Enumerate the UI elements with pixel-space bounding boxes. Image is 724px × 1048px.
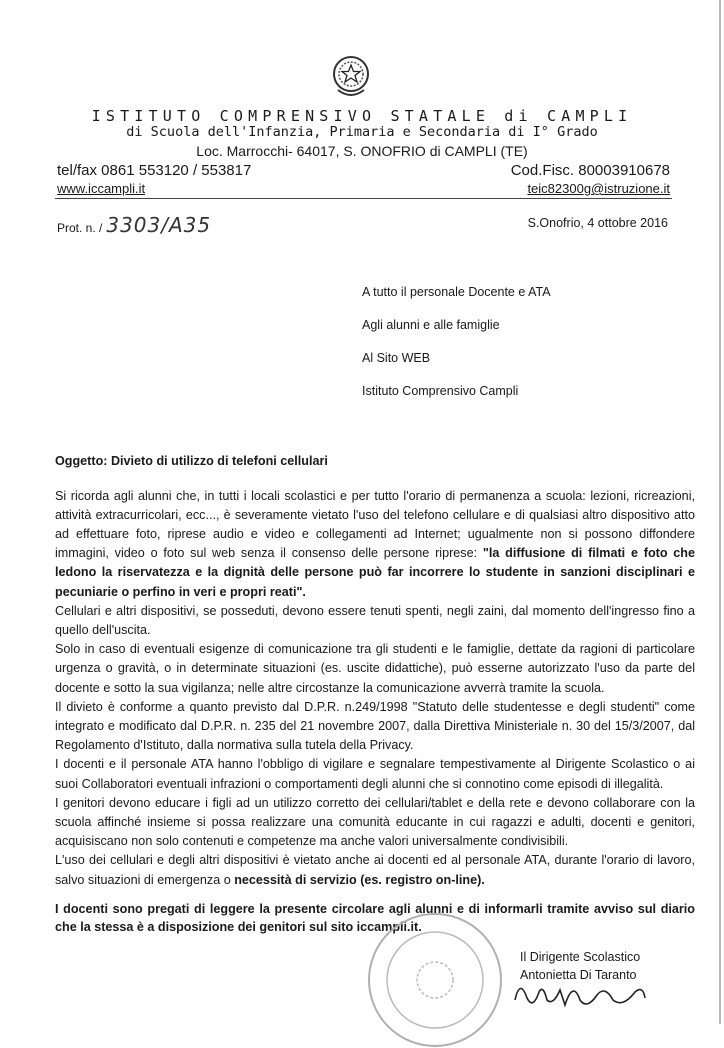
- protocol-label: Prot. n. /: [57, 221, 103, 235]
- official-stamp: [350, 908, 520, 1048]
- protocol-number: 3303/A35: [106, 213, 212, 237]
- tax-code: Cod.Fisc. 80003910678: [510, 162, 670, 179]
- protocol: [57, 213, 211, 237]
- paragraph-text: L'uso dei cellulari e degli altri dispositivi è vietato anche ai docenti ed al personale ATA, durante l'orario di lavoro, salvo situazioni di emergenza o: [55, 853, 695, 887]
- signatory-role: Il Dirigente Scolastico: [520, 949, 641, 964]
- letter-body: [55, 487, 695, 890]
- institute-address: Loc. Marrocchi- 64017, S. ONOFRIO di CAMPLI (TE): [196, 143, 528, 159]
- paragraph: Cellulari e altri dispositivi, se posseduti, devono essere tenuti spenti, negli zaini, dal momento dell'ingresso fino a quello dell'uscita.: [55, 603, 695, 638]
- italian-emblem-icon: [330, 52, 372, 100]
- subject-line: Oggetto: Divieto di utilizzo di telefoni cellulari: [55, 454, 328, 468]
- signature-block: [55, 948, 695, 1008]
- letter-content: [55, 452, 695, 1008]
- recipient: Agli alunni e alle famiglie: [362, 318, 500, 332]
- paragraph-bold-text: necessità di servizio (es. registro on-line).: [234, 872, 485, 887]
- header-divider: [55, 198, 672, 199]
- signatory-name: Antonietta Di Taranto: [520, 967, 637, 982]
- phone: tel/fax 0861 553120 / 553817: [57, 162, 252, 179]
- paragraph: I genitori devono educare i figli ad un utilizzo corretto dei cellulari/tablet e della rete e devono collaborare con la scuola affinché insieme si possa realizzare una comunità educante in cui ragazzi e adulti, docenti e genitori, acquisiscano non solo contenuti e competenze ma anche valori universalmente condivisibili.: [55, 795, 695, 849]
- document-date: S.Onofrio, 4 ottobre 2016: [527, 216, 668, 230]
- paragraph: [55, 851, 695, 889]
- email-link[interactable]: teic82300g@istruzione.it: [527, 181, 670, 196]
- paragraph: Il divieto è conforme a quanto previsto dal D.P.R. n.249/1998 "Statuto delle studentesse e degli studenti" come integrato e modificato dal D.P.R. n. 235 del 21 novembre 2007, dalla Direttiva Ministeriale n. 30 del 15/3/2007, dal Regolamento d'Istituto, dalla normativa sulla tutela della Privacy.: [55, 699, 695, 753]
- paragraph-bold-text: "la diffusione di filmati e foto che ledono la riservatezza e la dignità delle persone può far incorrere lo studente in sanzioni disciplinari e pecuniarie o perfino in veri e propri reati".: [55, 546, 696, 599]
- paragraph: I docenti e il personale ATA hanno l'obbligo di vigilare e segnalare tempestivamente al Dirigente Scolastico o ai suoi Collaboratori eventuali infrazioni o comportamenti degli alunni che si connotino come episodi di illegalità.: [55, 757, 695, 791]
- paragraph: [55, 487, 695, 602]
- institute-subtitle: di Scuola dell'Infanzia, Primaria e Secondaria di I° Grado: [126, 124, 598, 140]
- recipient: A tutto il personale Docente e ATA: [362, 285, 551, 299]
- recipient: Istituto Comprensivo Campli: [362, 384, 519, 398]
- institute-name: ISTITUTO COMPRENSIVO STATALE di CAMPLI: [91, 107, 633, 125]
- paragraph-text: Si ricorda agli alunni che, in tutti i locali scolastici e per tutto l'orario di permanenza a scuola: lezioni, ricreazioni, attività extracurricolari, ecc..., è severamente vietato l'uso del telefono cellulare e di qualsiasi altro dispositivo atto ad effettuare foto, riprese audio e video e collegamenti ad Internet; ugualmente non si possono diffondere immagini, video o foto sul web senza il consenso delle persone riprese:: [55, 488, 695, 561]
- paragraph: Solo in caso di eventuali esigenze di comunicazione tra gli studenti e le famiglie, dettate da ragioni di particolare urgenza o gravità, o in determinate situazioni (es. uscite didattiche), può esserne autorizzato l'uso da parte del docente e sotto la sua vigilanza; nelle altre circostanze la comunicazione avverrà tramite la scuola.: [55, 642, 695, 695]
- closing-note: I docenti sono pregati di leggere la presente circolare agli alunni e di informarli tramite avviso sul diario che la stessa è a disposizione dei genitori sul sito iccampli.it.: [55, 901, 695, 934]
- recipient: Al Sito WEB: [362, 351, 431, 365]
- website-link[interactable]: www.iccampli.it: [57, 181, 146, 196]
